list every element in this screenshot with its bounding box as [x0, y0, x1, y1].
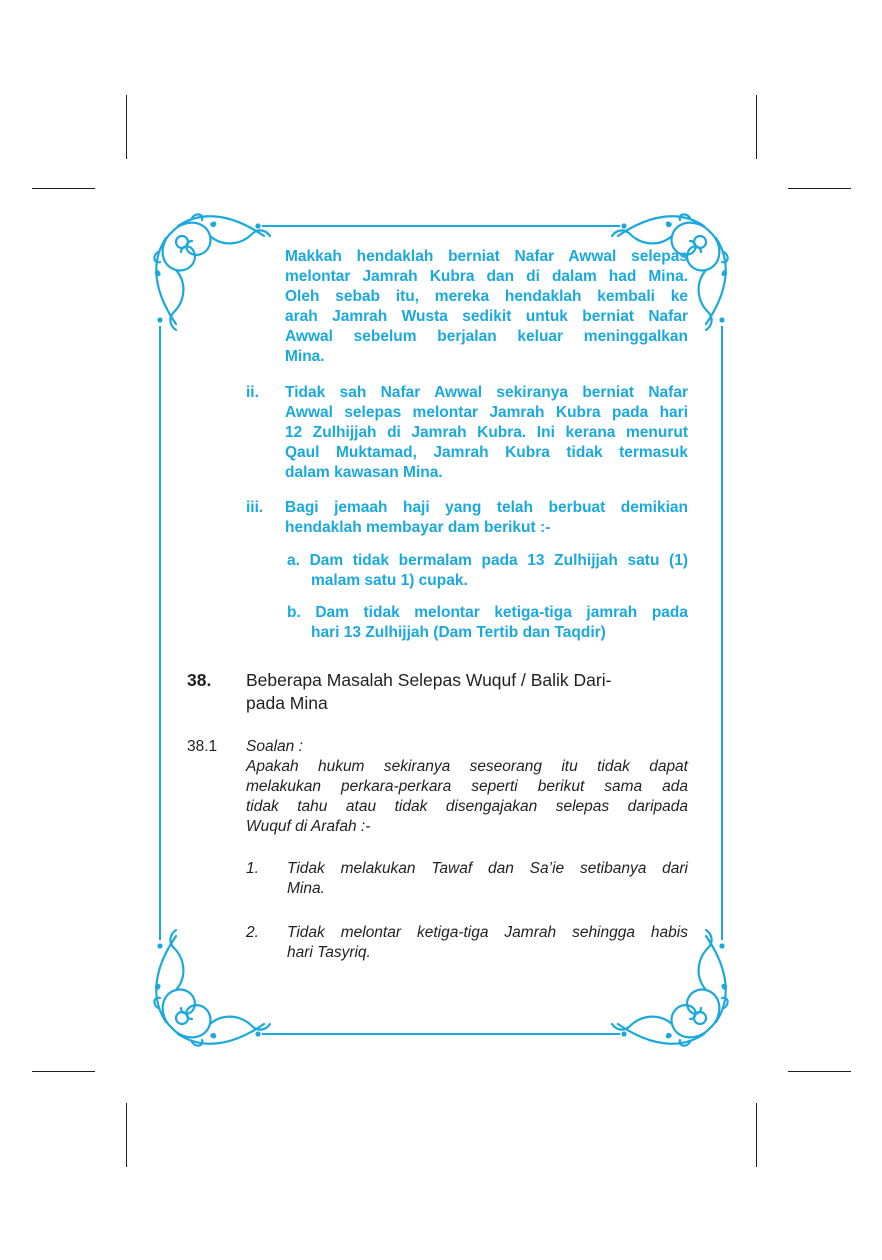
text-line: Mina. — [285, 348, 325, 365]
subsection-text — [246, 737, 688, 837]
text-line: Wuquf di Arafah :- — [246, 818, 371, 835]
subsection-number: 38.1 — [187, 738, 218, 755]
text-line: pada Mina — [246, 693, 328, 713]
text-line: Mina. — [287, 880, 325, 897]
sub-item-a — [287, 551, 688, 591]
section-number: 38. — [187, 670, 212, 690]
text-line: hari Tasyriq. — [287, 944, 371, 961]
item-ii-marker: ii. — [246, 384, 259, 401]
text-line: dalam kawasan Mina. — [285, 464, 443, 481]
list-item — [287, 859, 688, 899]
text-line: hari 13 Zulhijjah (Dam Tertib dan Taqdir) — [311, 624, 606, 641]
item-ii-text — [285, 383, 688, 483]
continuation-paragraph — [285, 247, 688, 367]
text-line: Beberapa Masalah Selepas Wuquf / Balik Dari- — [246, 670, 612, 690]
text-line: 12 Zulhijjah di Jamrah Kubra. Ini kerana menurut — [285, 424, 688, 441]
question-label: Soalan : — [246, 738, 303, 755]
text-line: melontar Jamrah Kubra dan di dalam had Mina. — [285, 268, 688, 285]
text-line: Bagi jemaah haji yang telah berbuat demikian — [285, 499, 688, 516]
list-item — [287, 923, 688, 963]
sub-item-b — [287, 603, 688, 643]
text-line: Tidak melakukan Tawaf dan Sa’ie setibanya dari — [287, 860, 688, 877]
text-line: Awwal sebelum berjalan keluar meninggalkan — [285, 328, 688, 345]
text-line: malam satu 1) cupak. — [311, 572, 468, 589]
item-iii-marker: iii. — [246, 499, 264, 516]
text-line: arah Jamrah Wusta sedikit untuk berniat Nafar — [285, 308, 688, 325]
section-title — [246, 669, 686, 715]
text-line: Awwal selepas melontar Jamrah Kubra pada hari — [285, 404, 688, 421]
text-line: Makkah hendaklah berniat Nafar Awwal selepas — [285, 248, 688, 265]
text-line: Qaul Muktamad, Jamrah Kubra tidak termasuk — [285, 444, 688, 461]
text-line: tidak tahu atau tidak disengajakan selepas daripada — [246, 798, 688, 815]
text-line: Tidak melontar ketiga-tiga Jamrah sehingga habis — [287, 924, 688, 941]
text-line: a. Dam tidak bermalam pada 13 Zulhijjah satu (1) — [287, 552, 688, 569]
list-item-marker: 1. — [246, 860, 259, 877]
list-item-marker: 2. — [246, 924, 259, 941]
item-iii-text — [285, 498, 688, 538]
text-line: hendaklah membayar dam berikut :- — [285, 519, 551, 536]
text-line: Apakah hukum sekiranya seseorang itu tidak dapat — [246, 758, 688, 775]
text-line: Tidak sah Nafar Awwal sekiranya berniat Nafar — [285, 384, 688, 401]
text-line: melakukan perkara-perkara seperti berikut sama ada — [246, 778, 688, 795]
text-line: b. Dam tidak melontar ketiga-tiga jamrah pada — [287, 604, 688, 621]
text-line: Oleh sebab itu, mereka hendaklah kembali ke — [285, 288, 688, 305]
